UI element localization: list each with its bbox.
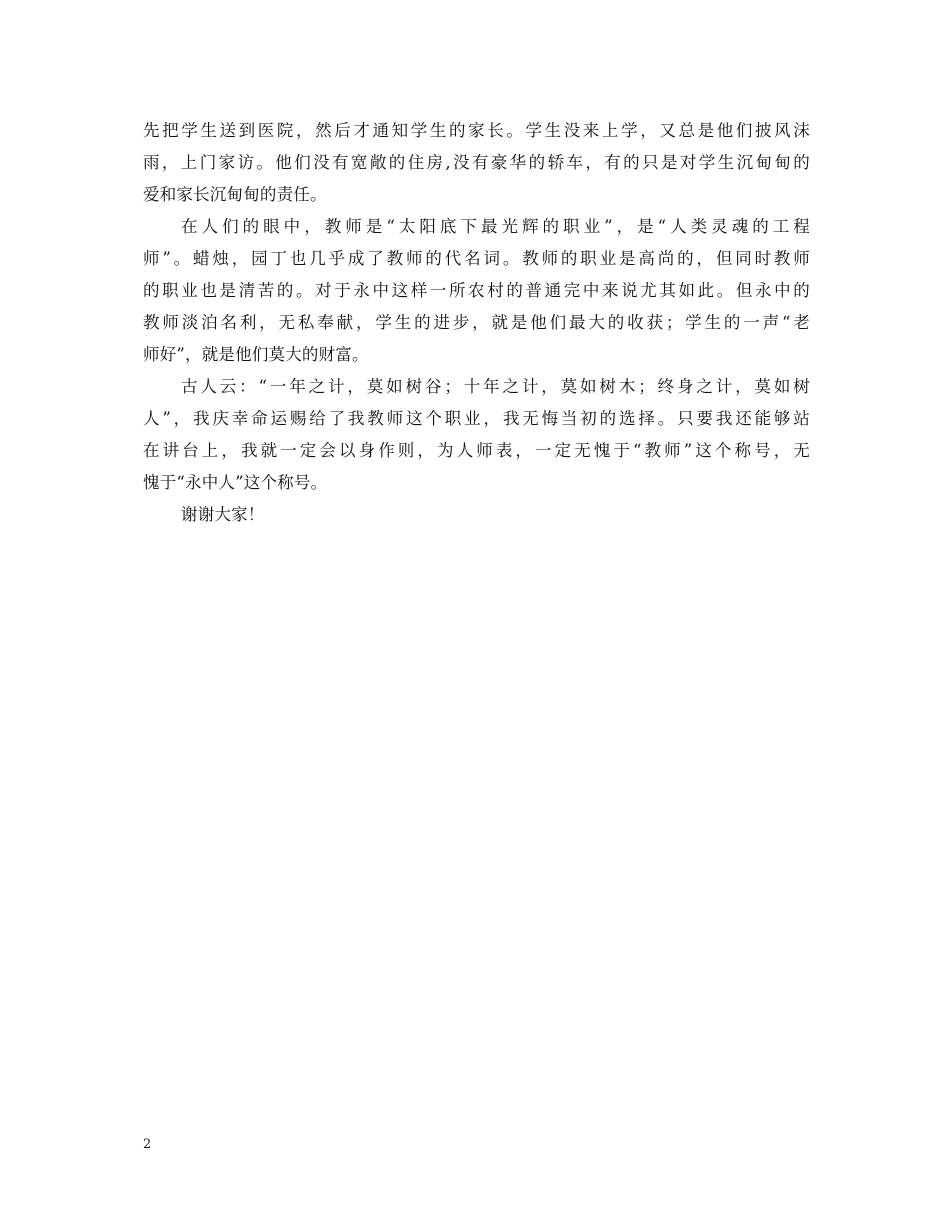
paragraph-2-line-2: 师”。蜡烛，园丁也几乎成了教师的代名词。教师的职业是高尚的，但同时教师: [143, 249, 810, 268]
paragraph-2-line-3: 的职业也是清苦的。对于永中这样一所农村的普通完中来说尤其如此。但永中的: [143, 281, 810, 300]
paragraph-1-line-2: 雨，上门家访。他们没有宽敞的住房,没有豪华的轿车，有的只是对学生沉甸甸的: [143, 153, 810, 172]
document-body: [143, 115, 810, 531]
paragraph-1-line-1: 先把学生送到医院，然后才通知学生的家长。学生没来上学，又总是他们披风沫: [143, 121, 810, 140]
paragraph-2-line-1: 在人们的眼中，教师是“太阳底下最光辉的职业”，是“人类灵魂的工程: [181, 217, 810, 236]
paragraph-2-line-5: 师好”，就是他们莫大的财富。: [143, 345, 369, 364]
paragraph-3-line-4: 愧于“永中人”这个称号。: [143, 473, 328, 492]
paragraph-2-line-4: 教师淡泊名利，无私奉献，学生的进步，就是他们最大的收获；学生的一声“老: [143, 313, 810, 332]
paragraph-3-line-3: 在讲台上，我就一定会以身作则，为人师表，一定无愧于“教师”这个称号，无: [143, 441, 810, 460]
paragraph-3-line-2: 人”，我庆幸命运赐给了我教师这个职业，我无悔当初的选择。只要我还能够站: [143, 409, 810, 428]
paragraph-1-line-3: 爱和家长沉甸甸的责任。: [143, 185, 327, 204]
page-number: 2: [143, 1137, 152, 1152]
paragraph-3-line-1: 古人云：“一年之计，莫如树谷；十年之计，莫如树木；终身之计，莫如树: [181, 377, 810, 396]
paragraph-4-line-1: 谢谢大家！: [181, 505, 265, 524]
